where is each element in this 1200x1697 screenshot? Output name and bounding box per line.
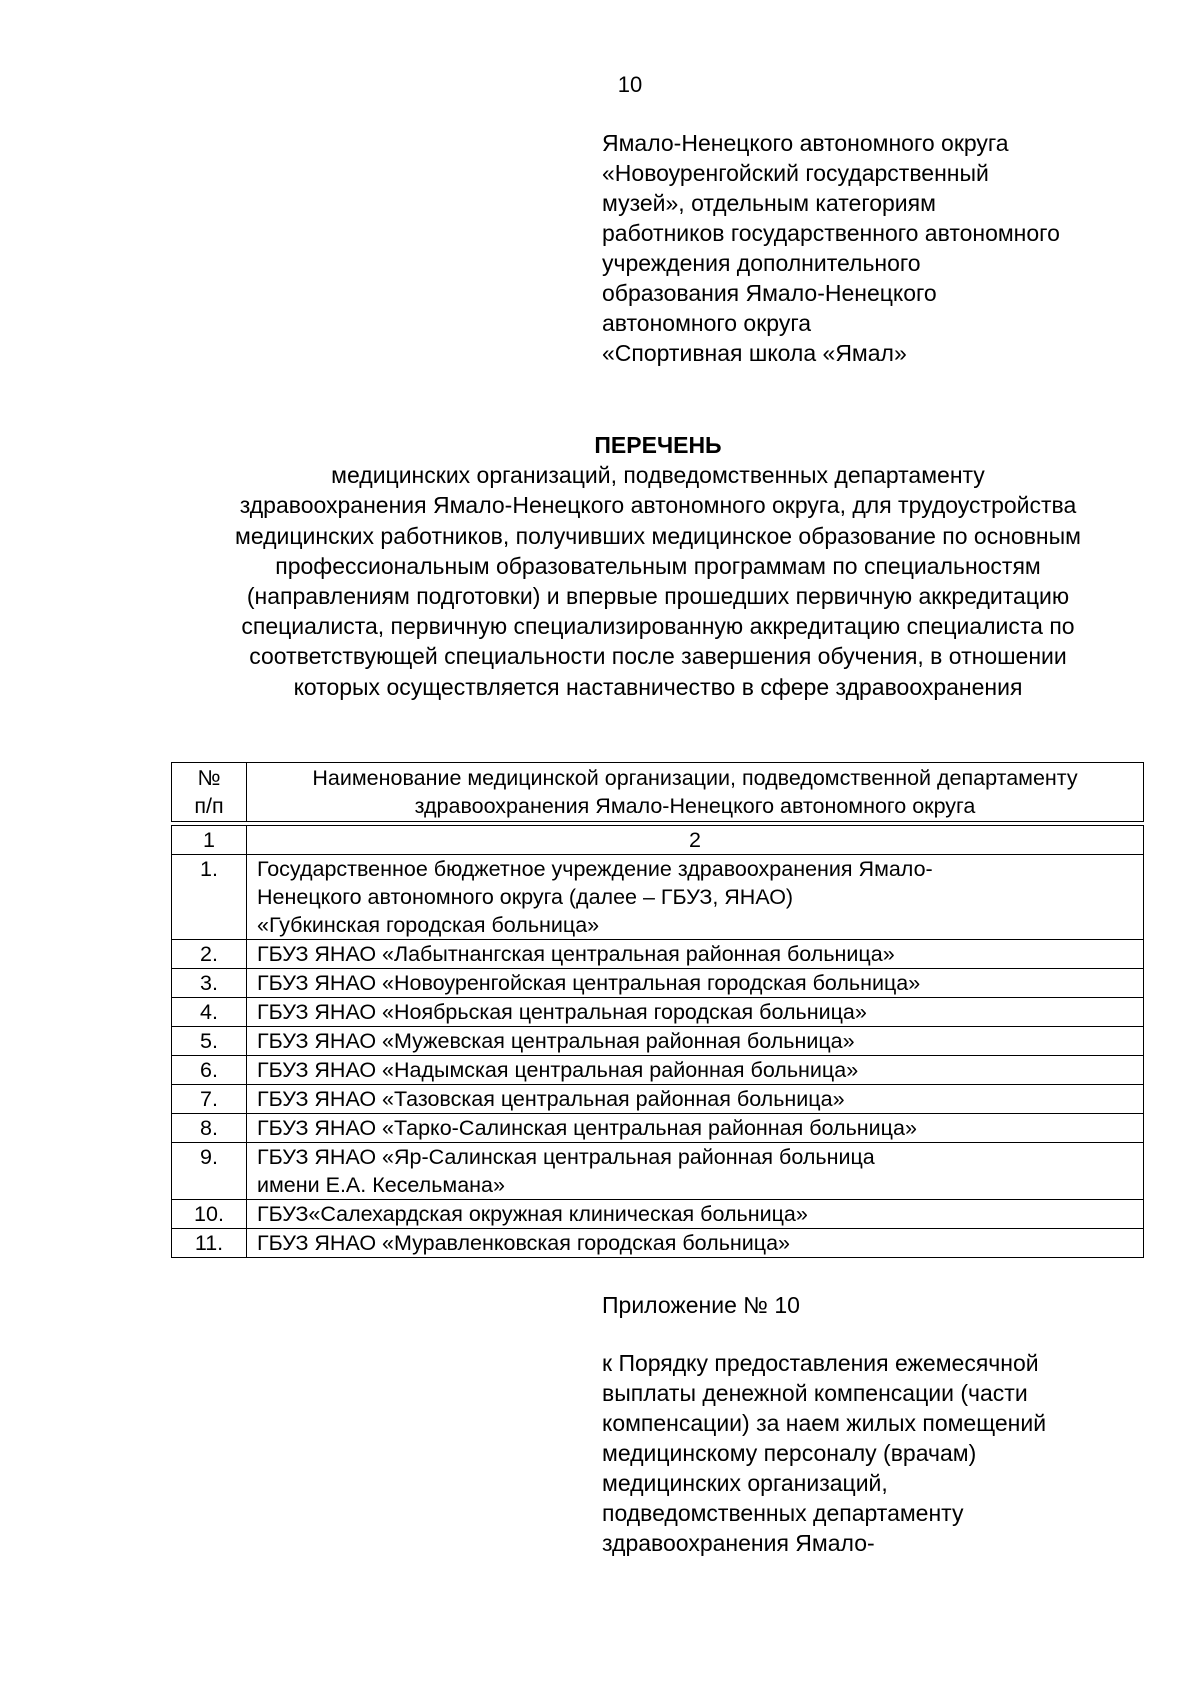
organization-name-line: ГБУЗ ЯНАО «Новоуренгойская центральная городская больница»: [257, 971, 921, 995]
organization-name-line: Государственное бюджетное учреждение здравоохранения Ямало-: [257, 857, 933, 881]
header-line: «Новоуренгойский государственный: [602, 160, 989, 186]
organization-name-cell: [247, 1056, 1144, 1085]
header-line: автономного округа: [602, 310, 811, 336]
appendix-line: к Порядку предоставления ежемесячной: [602, 1350, 1039, 1376]
table-row: [172, 1056, 1144, 1085]
appendix-line: медицинских организаций,: [602, 1470, 888, 1496]
organization-name-cell: [247, 1027, 1144, 1056]
row-number-cell: 7.: [172, 1085, 247, 1114]
organization-name-cell: [247, 940, 1144, 969]
organization-name-cell: [247, 1114, 1144, 1143]
organization-name-line: «Губкинская городская больница»: [257, 913, 600, 937]
table-row: [172, 1114, 1144, 1143]
row-number-cell: 9.: [172, 1143, 247, 1200]
organization-name-cell: [247, 969, 1144, 998]
organizations-table: [171, 762, 1144, 1258]
row-number-cell: 1.: [172, 855, 247, 940]
organization-name-line: ГБУЗ ЯНАО «Ноябрьская центральная городская больница»: [257, 1000, 867, 1024]
organization-name-line: ГБУЗ ЯНАО «Надымская центральная районная больница»: [257, 1058, 859, 1082]
row-number-cell: 6.: [172, 1056, 247, 1085]
header-addressee-block: [602, 128, 1122, 368]
organization-name-line: ГБУЗ ЯНАО «Лабытнангская центральная районная больница»: [257, 942, 895, 966]
organization-name-line: Ненецкого автономного округа (далее – ГБУЗ, ЯНАО): [257, 885, 794, 909]
column-header-name-line: Наименование медицинской организации, подведомственной департаменту: [312, 766, 1078, 790]
row-number-cell: 5.: [172, 1027, 247, 1056]
column-header-name-line: здравоохранения Ямало-Ненецкого автономного округа: [414, 794, 976, 818]
appendix-line: подведомственных департаменту: [602, 1500, 964, 1526]
organization-name-cell: [247, 998, 1144, 1027]
subtitle-line: медицинских организаций, подведомственных департаменту: [331, 462, 985, 489]
column-header-number: [172, 763, 247, 822]
page-number: 10: [617, 72, 643, 97]
row-number-cell: 8.: [172, 1114, 247, 1143]
subtitle-line: медицинских работников, получивших медицинское образование по основным: [235, 522, 1081, 549]
appendix-title: Приложение № 10: [602, 1292, 800, 1318]
header-line: «Спортивная школа «Ямал»: [602, 340, 907, 366]
table-row: [172, 1027, 1144, 1056]
appendix-text-block: [602, 1348, 1122, 1558]
organization-name-line: ГБУЗ ЯНАО «Мужевская центральная районная больница»: [257, 1029, 855, 1053]
appendix-line: медицинскому персоналу (врачам): [602, 1440, 977, 1466]
header-line: учреждения дополнительного: [602, 250, 921, 276]
row-number-cell: 2.: [172, 940, 247, 969]
organization-name-cell: [247, 1200, 1144, 1229]
organization-name-line: ГБУЗ ЯНАО «Муравленковская городская больница»: [257, 1231, 791, 1255]
table-row: [172, 1085, 1144, 1114]
subtitle-line: (направлениям подготовки) и впервые прошедших первичную аккредитацию: [246, 583, 1070, 610]
table-row: [172, 855, 1144, 940]
table-row: [172, 969, 1144, 998]
header-line: Ямало-Ненецкого автономного округа: [602, 130, 1009, 156]
subtitle-line: которых осуществляется наставничество в сфере здравоохранения: [293, 673, 1023, 700]
organization-name-cell: [247, 1143, 1144, 1200]
column-header-name: [247, 763, 1144, 822]
column-number-2: 2: [247, 826, 1144, 855]
row-number-cell: 3.: [172, 969, 247, 998]
document-title: ПЕРЕЧЕНЬ: [594, 432, 722, 458]
header-line: музей», отдельным категориям: [602, 190, 936, 216]
organization-name-line: имени Е.А. Кесельмана»: [257, 1173, 505, 1197]
organization-name-line: ГБУЗ«Салехардская окружная клиническая больница»: [257, 1202, 808, 1226]
column-header-number-line: №: [197, 766, 221, 790]
subtitle-line: профессиональным образовательным программам по специальностям: [275, 552, 1041, 579]
table-row: [172, 1229, 1144, 1258]
subtitle-line: здравоохранения Ямало-Ненецкого автономного округа, для трудоустройства: [239, 492, 1077, 519]
subtitle-line: соответствующей специальности после завершения обучения, в отношении: [249, 643, 1067, 670]
table-row: [172, 998, 1144, 1027]
table-row: [172, 1143, 1144, 1200]
row-number-cell: 11.: [172, 1229, 247, 1258]
table-header-row: [172, 763, 1144, 822]
organization-name-line: ГБУЗ ЯНАО «Яр-Салинская центральная районная больница: [257, 1145, 875, 1169]
subtitle-line: специалиста, первичную специализированную аккредитацию специалиста по: [241, 613, 1075, 640]
row-number-cell: 4.: [172, 998, 247, 1027]
organization-name-cell: [247, 1229, 1144, 1258]
header-line: работников государственного автономного: [602, 220, 1060, 246]
column-header-number-line: п/п: [194, 794, 224, 818]
appendix-line: компенсации) за наем жилых помещений: [602, 1410, 1047, 1436]
table-row: [172, 1200, 1144, 1229]
document-title-block: [100, 430, 1200, 702]
organization-name-cell: [247, 855, 1144, 940]
organization-name-line: ГБУЗ ЯНАО «Тазовская центральная районная больница»: [257, 1087, 845, 1111]
column-number-1: 1: [172, 826, 247, 855]
row-number-cell: 10.: [172, 1200, 247, 1229]
appendix-line: выплаты денежной компенсации (части: [602, 1380, 1028, 1406]
header-line: образования Ямало-Ненецкого: [602, 280, 937, 306]
column-number-row: [172, 826, 1144, 855]
organization-name-cell: [247, 1085, 1144, 1114]
table-row: [172, 940, 1144, 969]
appendix-line: здравоохранения Ямало-: [602, 1530, 875, 1556]
organization-name-line: ГБУЗ ЯНАО «Тарко-Салинская центральная районная больница»: [257, 1116, 917, 1140]
